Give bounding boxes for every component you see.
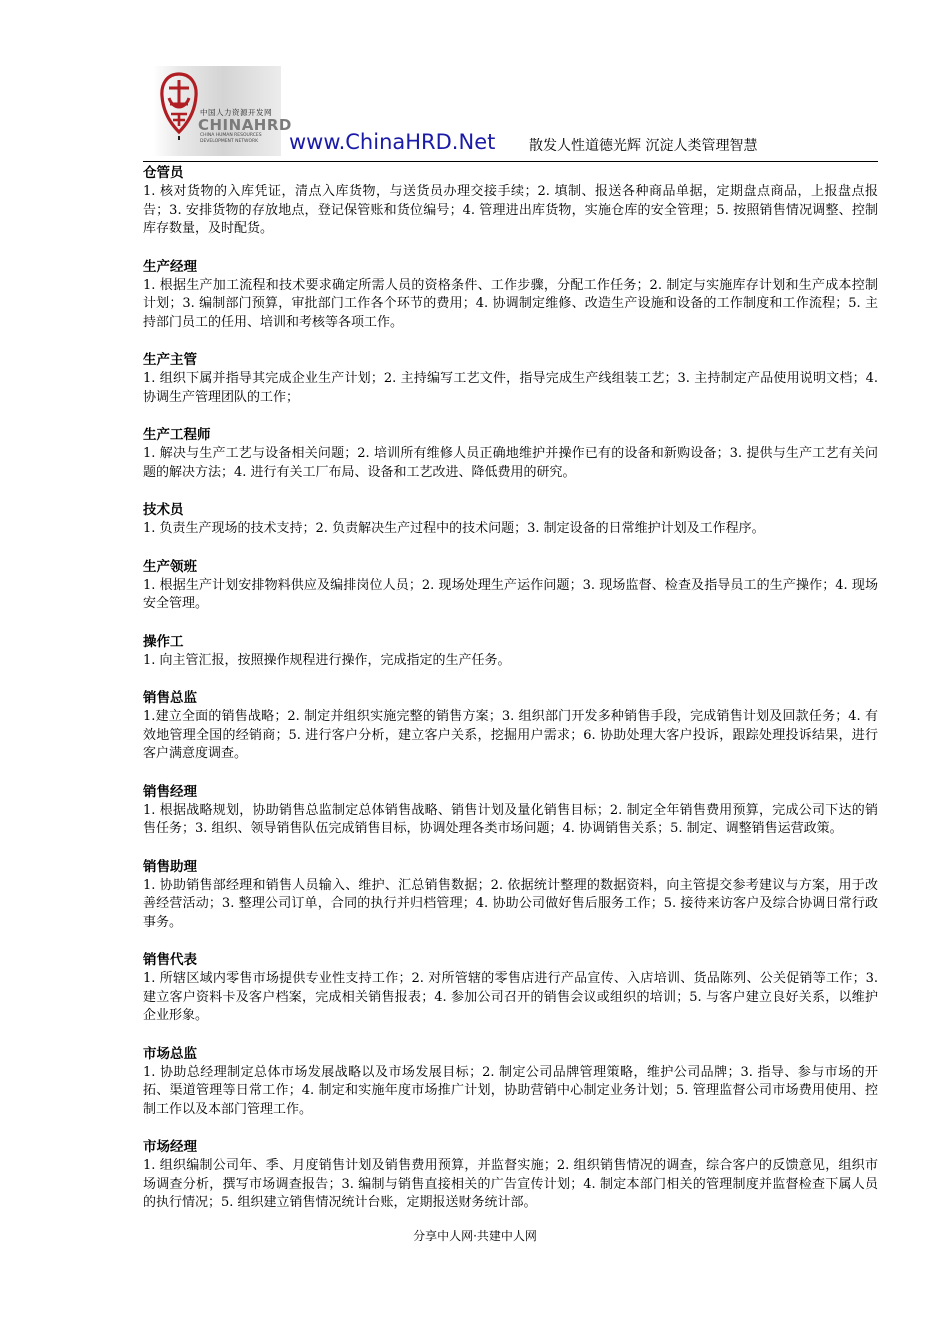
logo-brand-name: CHINAHRD xyxy=(198,116,292,134)
job-title: 销售总监 xyxy=(143,690,197,706)
job-entry xyxy=(143,164,878,239)
job-description: 1. 组织下属并指导其完成企业生产计划；2. 主持编写工艺文件，指导完成生产线组装工艺；3. 主持制定产品使用说明文档；4. 协调生产管理团队的工作； xyxy=(143,371,878,405)
job-entry xyxy=(143,501,878,539)
job-entry xyxy=(143,689,878,764)
job-title: 市场总监 xyxy=(143,1045,197,1062)
site-slogan: 散发人性道德光辉 沉淀人类管理智慧 xyxy=(529,138,758,154)
job-description: 1. 根据生产计划安排物料供应及编排岗位人员；2. 现场处理生产运作问题；3. 现场监督、检查及指导员工的生产操作；4. 现场安全管理。 xyxy=(143,577,878,611)
chinahrd-logo[interactable] xyxy=(143,66,292,158)
site-url-link[interactable]: www.ChinaHRD.Net xyxy=(289,130,496,154)
job-title: 操作工 xyxy=(143,633,184,650)
job-entry xyxy=(143,783,878,839)
logo-english-line-2: DEVELOPMENT NETWORK xyxy=(200,139,259,144)
job-description: 1.建立全面的销售战略；2. 制定并组织实施完整的销售方案；3. 组织部门开发多种销售手段，完成销售计划及回款任务；4. 有效地管理全国的经销商；5. 进行客户分析，建立客户关系，挖掘用户需求；6. 协助处理大客户投诉，跟踪处理投诉结果，进行客户满意度调查。 xyxy=(143,709,878,761)
job-entry xyxy=(143,633,878,671)
job-title: 销售经理 xyxy=(143,783,197,800)
job-entry xyxy=(143,558,878,614)
job-title: 销售助理 xyxy=(143,858,197,875)
job-entry xyxy=(143,426,878,482)
job-description: 1. 解决与生产工艺与设备相关问题；2. 培训所有维修人员正确地维护并操作已有的设备和新购设备；3. 提供与生产工艺有关问题的解决方法；4. 进行有关工厂布局、设备和工艺改进、降低费用的研究。 xyxy=(143,446,878,480)
seal-logo-icon xyxy=(157,70,201,140)
page-header xyxy=(143,66,878,162)
job-entry xyxy=(143,1045,878,1120)
job-description: 1. 协助总经理制定总体市场发展战略以及市场发展目标；2. 制定公司品牌管理策略，维护公司品牌；3. 指导、参与市场的开拓、渠道管理等日常工作；4. 制定和实施年度市场推广计划，协助营销中心制定业务计划；5. 管理监督公司市场费用使用、控制工作以及本部门管理工作。 xyxy=(143,1064,878,1117)
job-description: 1. 向主管汇报，按照操作规程进行操作，完成指定的生产任务。 xyxy=(143,652,511,668)
job-title: 销售代表 xyxy=(143,952,197,968)
job-title: 生产主管 xyxy=(143,352,197,368)
job-title: 市场经理 xyxy=(143,1139,197,1155)
page-footer: 分享中人网·共建中人网 xyxy=(413,1229,537,1243)
job-description: 1. 组织编制公司年、季、月度销售计划及销售费用预算，并监督实施；2. 组织销售情况的调查，综合客户的反馈意见，组织市场调查分析，撰写市场调查报告；3. 编制与销售直接相关的广告宣传计划；4. 制定本部门相关的管理制度并监督检查下属人员的执行情况；5. 组织建立销售情况统计台账，定期报送财务统计部。 xyxy=(143,1158,878,1210)
job-title: 生产工程师 xyxy=(143,427,211,443)
job-entry xyxy=(143,951,878,1026)
job-description: 1. 根据生产加工流程和技术要求确定所需人员的资格条件、工作步骤，分配工作任务；2. 制定与实施库存计划和生产成本控制计划；3. 编制部门预算，审批部门工作各个环节的费用；4. 协调制定维修、改造生产设施和设备的工作制度和工作流程；5. 主持部门员工的任用、培训和考核等各项工作。 xyxy=(143,277,878,330)
header-divider xyxy=(143,161,878,162)
job-title: 生产经理 xyxy=(143,258,197,275)
job-description: 1. 根据战略规划，协助销售总监制定总体销售战略、销售计划及量化销售目标；2. 制定全年销售费用预算，完成公司下达的销售任务；3. 组织、领导销售队伍完成销售目标，协调处理各类市场问题；4. 协调销售关系；5. 制定、调整销售运营政策。 xyxy=(143,802,878,836)
logo-english-line-1: CHINA HUMAN RESOURCES xyxy=(200,133,262,138)
logo-chinese-name: 中国人力资源开发网 xyxy=(200,108,272,117)
job-description: 1. 核对货物的入库凭证，清点入库货物，与送货员办理交接手续；2. 填制、报送各种商品单据，定期盘点商品，上报盘点报告；3. 安排货物的存放地点，登记保管账和货位编号；4. 管理进出库货物，实施仓库的安全管理；5. 按照销售情况调整、控制库存数量，及时配货。 xyxy=(143,184,878,236)
job-description: 1. 负责生产现场的技术支持；2. 负责解决生产过程中的技术问题；3. 制定设备的日常维护计划及工作程序。 xyxy=(143,521,765,536)
job-description: 1. 协助销售部经理和销售人员输入、维护、汇总销售数据；2. 依据统计整理的数据资料，向主管提交参考建议与方案，用于改善经营活动；3. 整理公司订单，合同的执行并归档管理；4. 协助公司做好售后服务工作；5. 接待来访客户及综合协调日常行政事务。 xyxy=(143,877,878,930)
job-description: 1. 所辖区域内零售市场提供专业性支持工作；2. 对所管辖的零售店进行产品宣传、入店培训、货品陈列、公关促销等工作；3. 建立客户资料卡及客户档案，完成相关销售报表；4. 参加公司召开的销售会议或组织的培训；5. 与客户建立良好关系，以维护企业形象。 xyxy=(143,971,878,1023)
job-description-list xyxy=(143,164,878,1232)
job-title: 生产领班 xyxy=(143,558,197,575)
job-entry xyxy=(143,858,878,933)
job-entry xyxy=(143,258,878,333)
job-entry xyxy=(143,1138,878,1213)
job-title: 技术员 xyxy=(143,502,184,518)
job-title: 仓管员 xyxy=(143,165,184,181)
job-entry xyxy=(143,351,878,407)
